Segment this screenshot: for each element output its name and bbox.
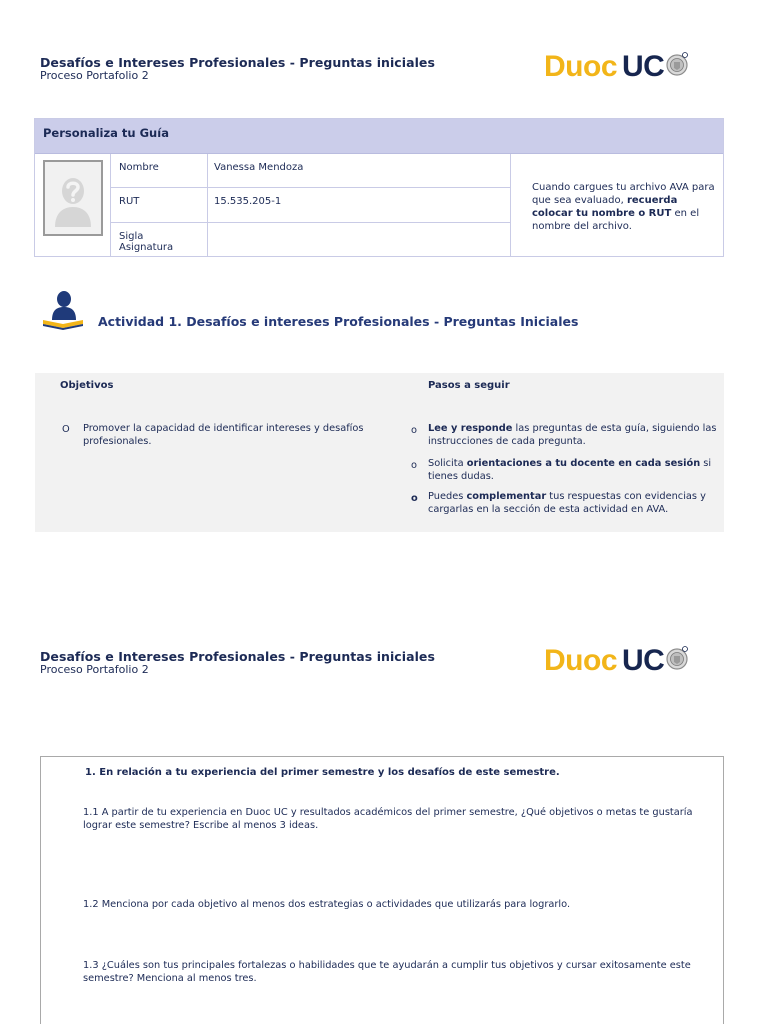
activity-title: Actividad 1. Desafíos e intereses Profesionales - Preguntas Iniciales	[98, 314, 579, 329]
step-bullet: o	[411, 425, 417, 436]
objective-item: Promover la capacidad de identificar intereses y desafíos profesionales.	[83, 423, 364, 447]
page-subtitle: Proceso Portafolio 2	[40, 69, 149, 82]
question-1-1: 1.1 A partir de tu experiencia en Duoc UC y resultados académicos del primer semestre, ¿Qué objetivos o metas te gustaría lograr este semestre? Escribe al menos 3 ideas.	[83, 807, 693, 831]
note-bold: recuerda colocar tu nombre o RUT	[532, 195, 678, 219]
objectives-panel	[35, 373, 724, 532]
step-item	[428, 458, 718, 483]
step-bullet: o	[411, 493, 418, 504]
reading-person-icon	[40, 290, 86, 332]
step-text: si tienes dudas.	[428, 458, 712, 482]
question-1-3: 1.3 ¿Cuáles son tus principales fortalezas o habilidades que te ayudarán a cumplir tus objetivos y cursar exitosamente este semestre? Menciona al menos tres.	[83, 960, 691, 984]
rut-field[interactable]: 15.535.205-1	[214, 196, 282, 208]
user-placeholder-icon	[51, 169, 95, 227]
student-fields	[111, 154, 511, 257]
step-pre: Puedes	[428, 491, 467, 502]
step-item	[428, 423, 718, 448]
step-item	[428, 491, 718, 516]
note-text-end: en el nombre del archivo.	[532, 208, 700, 232]
page-title: Desafíos e Intereses Profesionales - Preguntas iniciales	[40, 649, 435, 664]
page-title: Desafíos e Intereses Profesionales - Preguntas iniciales	[40, 55, 435, 70]
upload-note	[511, 154, 723, 257]
field-row-sigla	[111, 223, 510, 257]
seal-icon	[665, 645, 689, 671]
step-text: tus respuestas con evidencias y cargarlas en la sección de esta actividad en AVA.	[428, 491, 706, 515]
field-label: RUT	[111, 188, 208, 221]
field-label: Sigla Asignatura	[111, 223, 208, 257]
question-1-2: 1.2 Menciona por cada objetivo al menos dos estrategias o actividades que utilizarás para lograrlo.	[83, 899, 571, 910]
photo-cell	[35, 154, 111, 257]
step-bold: orientaciones a tu docente en cada sesión	[466, 458, 701, 469]
objective-bullet: O	[62, 424, 70, 435]
logo-duoc-text: Duoc	[544, 644, 617, 677]
step-bullet: o	[411, 460, 417, 471]
duoc-uc-logo	[544, 644, 689, 678]
step-bold: complementar	[466, 491, 547, 502]
logo-uc-text: UC	[622, 644, 665, 677]
personaliza-box	[34, 118, 724, 257]
logo-uc-text: UC	[622, 50, 665, 83]
duoc-uc-logo	[544, 50, 689, 84]
photo-placeholder[interactable]	[43, 160, 103, 236]
seal-icon	[665, 51, 689, 77]
step-bold: Lee y responde	[428, 423, 513, 434]
objectives-heading: Objetivos	[60, 380, 114, 391]
field-row-nombre	[111, 154, 510, 188]
nombre-field[interactable]: Vanessa Mendoza	[214, 162, 304, 173]
field-label: Nombre	[111, 154, 208, 187]
field-row-rut	[111, 188, 510, 222]
question-main: 1. En relación a tu experiencia del primer semestre y los desafíos de este semestre.	[85, 767, 560, 778]
steps-heading: Pasos a seguir	[428, 380, 510, 391]
note-text: Cuando cargues tu archivo AVA para que sea evaluado,	[532, 182, 715, 206]
questions-box	[40, 756, 724, 1024]
step-pre: Solicita	[428, 458, 467, 469]
step-text: las preguntas de esta guía, siguiendo las instrucciones de cada pregunta.	[428, 423, 717, 447]
page-subtitle: Proceso Portafolio 2	[40, 663, 149, 676]
logo-duoc-text: Duoc	[544, 50, 617, 83]
sigla-field[interactable]	[208, 223, 510, 257]
personaliza-heading: Personaliza tu Guía	[35, 119, 723, 154]
